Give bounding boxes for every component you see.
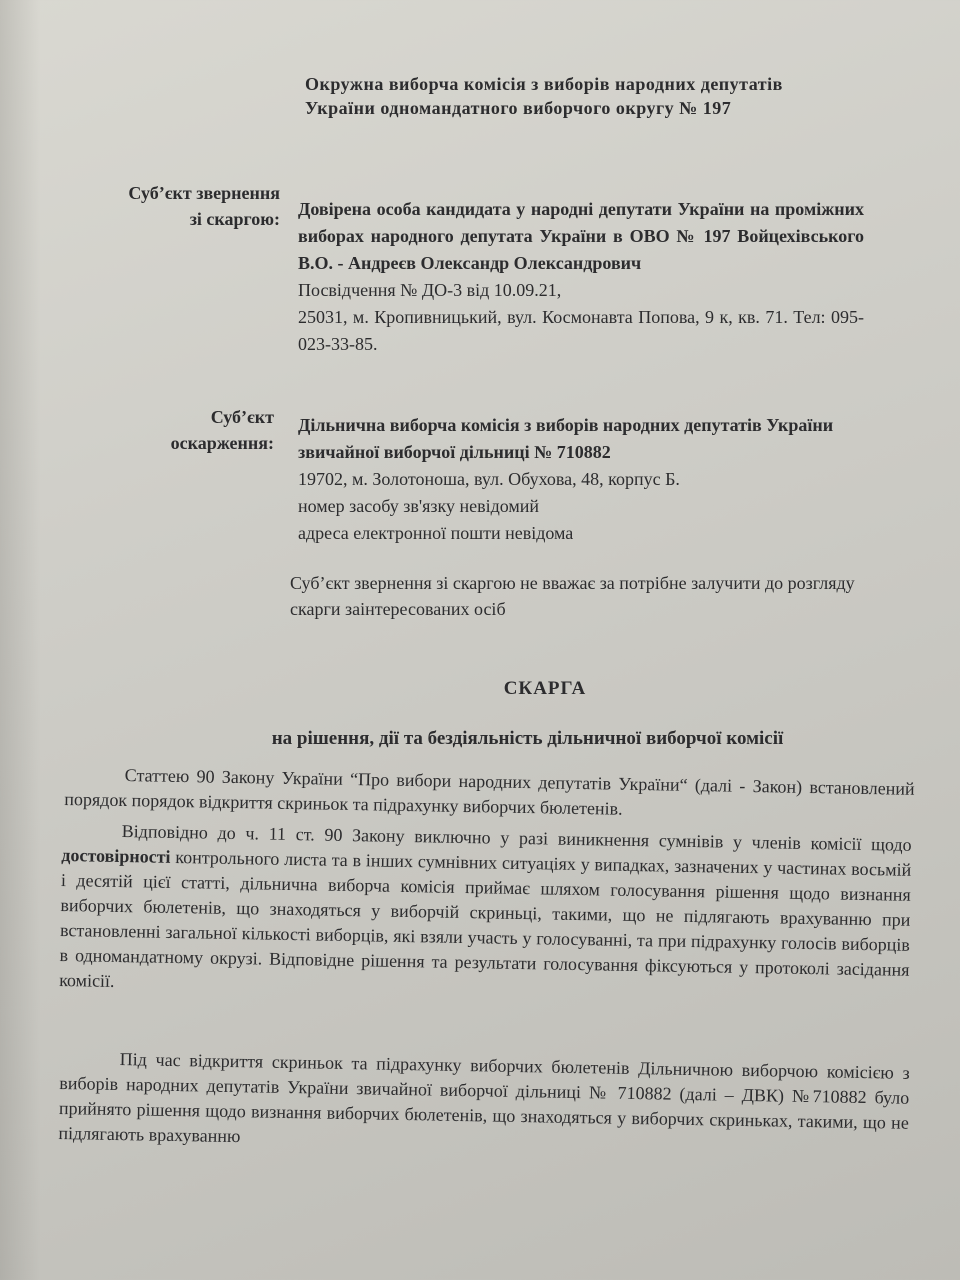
respondent-phone: номер засобу зв'язку невідомий: [298, 496, 540, 516]
respondent-email: адреса електронної пошти невідома: [298, 523, 574, 543]
page-shadow: [0, 0, 40, 1280]
respondent-label: [60, 404, 274, 456]
respondent-block: [298, 412, 868, 547]
complainant-label-line-1: Суб’єкт звернення: [128, 183, 280, 203]
complainant-address: 25031, м. Кропивницький, вул. Космонавта Попова, 9 к, кв. 71. Тел: 095-023-33-85.: [298, 307, 864, 354]
document-title: СКАРГА: [503, 678, 587, 699]
paragraph-2-bold: достовірності: [61, 844, 171, 867]
respondent-label-line-2: оскарження:: [170, 433, 274, 453]
paragraph-2-start: Відповідно до ч. 11 ст. 90 Закону виключно у разі виникнення сумнівів у членів комісії щодо: [121, 821, 912, 855]
recipient-block: [305, 72, 905, 120]
paragraph-2-end: контрольного листа та в інших сумнівних ситуаціях у випадках, зазначених у частинах восьмій і десятій цієї статті, дільнична виборча комісія приймає шляхом голосування рішення щодо визнання виборчих бюлетенів, що знаходяться у виборчій скриньці, такими, що не підлягають врахуванню при встановленні загальної кількості виборців, які взяли участь у голосуванні, та при підрахунку голосів виборців в одномандатному окрузі. Відповідне рішення та результати голосування фіксуються у протоколі засідання комісії.: [58, 846, 912, 991]
paragraph-2: [59, 818, 912, 1008]
interested-parties-note: Суб’єкт звернення зі скаргою не вважає за потрібне залучити до розгляду скарги заінтересованих осіб: [290, 573, 855, 619]
complainant-name: Довірена особа кандидата у народні депутати України на проміжних виборах народного депутата України в ОВО № 197 Войцехівського В.О. - Андреєв Олександр Олександрович: [298, 199, 864, 273]
paragraph-1: Статтею 90 Закону України “Про вибори народних депутатів України“ (далі - Закон) встановлений порядок порядок відкриття скриньок та підрахунку виборчих бюлетенів.: [64, 765, 915, 819]
complainant-block: [298, 196, 864, 358]
complainant-label-line-2: зі скаргою:: [189, 209, 280, 229]
recipient-line-2: України одномандатного виборчого округу № 197: [305, 98, 732, 118]
complainant-label: [60, 180, 280, 232]
respondent-name: Дільнична виборча комісія з виборів народних депутатів України звичайної виборчої дільниці № 710882: [298, 415, 834, 462]
recipient-line-1: Окружна виборча комісія з виборів народних депутатів: [305, 74, 783, 94]
document-subtitle: на рішення, дії та бездіяльність дільничної виборчої комісії: [271, 728, 784, 749]
paragraph-3: Під час відкриття скриньок та підрахунку виборчих бюлетенів Дільничною виборчою комісією з виборів народних депутатів України звичайної виборчої дільниці № 710882 (далі – ДВК) №710882 було прийнято рішення щодо визнання виборчих бюлетенів, що знаходяться у виборчих скриньках, такими, що не підлягають врахуванню: [58, 1049, 910, 1147]
respondent-address: 19702, м. Золотоноша, вул. Обухова, 48, корпус Б.: [298, 469, 680, 489]
respondent-label-line-1: Суб’єкт: [210, 407, 274, 427]
complainant-id: Посвідчення № ДО-3 від 10.09.21,: [298, 280, 562, 300]
